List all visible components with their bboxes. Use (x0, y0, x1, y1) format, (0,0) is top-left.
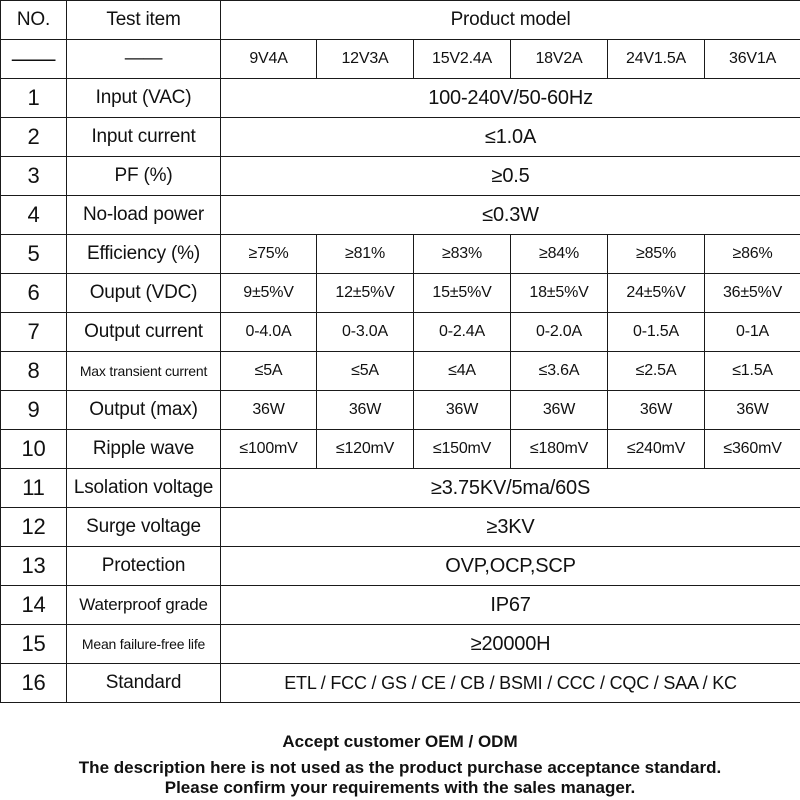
row-number: 6 (1, 274, 67, 313)
table-row (1, 391, 800, 430)
table-row (1, 79, 800, 118)
row-value: 0-1.5A (608, 313, 705, 352)
row-value: ≤180mV (511, 430, 608, 469)
footer-oem-note: Accept customer OEM / ODM (282, 732, 518, 751)
row-test-item: Ripple wave (67, 430, 221, 469)
table-row (1, 508, 800, 547)
row-test-item: Max transient current (67, 352, 221, 391)
row-number: 5 (1, 235, 67, 274)
row-merged-value: ≥3.75KV/5ma/60S (221, 469, 800, 508)
row-value: ≥84% (511, 235, 608, 274)
row-test-item: Output (max) (67, 391, 221, 430)
row-test-item: Lsolation voltage (67, 469, 221, 508)
row-test-item: Efficiency (%) (67, 235, 221, 274)
row-number: 1 (1, 79, 67, 118)
row-value: 18±5%V (511, 274, 608, 313)
row-value: 0-1A (705, 313, 800, 352)
row-number: 7 (1, 313, 67, 352)
row-number: 16 (1, 664, 67, 703)
header-product-model: Product model (221, 1, 800, 40)
row-number: 2 (1, 118, 67, 157)
row-number: 8 (1, 352, 67, 391)
row-merged-value: ≥20000H (221, 625, 800, 664)
row-value: 36W (317, 391, 414, 430)
row-value: ≥86% (705, 235, 800, 274)
row-number: 4 (1, 196, 67, 235)
row-merged-value: IP67 (221, 586, 800, 625)
table-row (1, 157, 800, 196)
table-row (1, 586, 800, 625)
row-value: ≤240mV (608, 430, 705, 469)
row-merged-value: 100-240V/50-60Hz (221, 79, 800, 118)
footer-disclaimer: The description here is not used as the product purchase acceptance standard. (78, 758, 722, 777)
table-row (1, 235, 800, 274)
row-value: 36±5%V (705, 274, 800, 313)
table-row (1, 313, 800, 352)
row-number: 12 (1, 508, 67, 547)
row-test-item: Input current (67, 118, 221, 157)
row-value: 12±5%V (317, 274, 414, 313)
row-value: ≤1.5A (705, 352, 800, 391)
row-test-item: Mean failure-free life (67, 625, 221, 664)
header-test-item: Test item (67, 1, 221, 40)
row-number: 9 (1, 391, 67, 430)
row-value: ≤120mV (317, 430, 414, 469)
table-row (1, 118, 800, 157)
row-test-item: Waterproof grade (67, 586, 221, 625)
row-value: 36W (511, 391, 608, 430)
row-value: ≥83% (414, 235, 511, 274)
header-row (1, 1, 800, 40)
row-value: 36W (414, 391, 511, 430)
row-merged-value: ≤1.0A (221, 118, 800, 157)
row-number: 15 (1, 625, 67, 664)
row-number: 14 (1, 586, 67, 625)
row-value: 36W (608, 391, 705, 430)
row-value: 36W (221, 391, 317, 430)
row-value: ≤5A (317, 352, 414, 391)
row-test-item: No-load power (67, 196, 221, 235)
table-row (1, 196, 800, 235)
model-cell: 36V1A (705, 40, 800, 79)
row-value: 0-3.0A (317, 313, 414, 352)
row-value: 24±5%V (608, 274, 705, 313)
row-value: ≤2.5A (608, 352, 705, 391)
row-value: ≤3.6A (511, 352, 608, 391)
row-merged-value: ≤0.3W (221, 196, 800, 235)
row-value: ≤100mV (221, 430, 317, 469)
row-value: ≥85% (608, 235, 705, 274)
header-no: NO. (1, 1, 67, 40)
row-number: 3 (1, 157, 67, 196)
table-row (1, 664, 800, 703)
row-value: ≤4A (414, 352, 511, 391)
row-value: 0-2.0A (511, 313, 608, 352)
table-row (1, 274, 800, 313)
model-row-no: —— (1, 40, 67, 79)
row-merged-value: ETL / FCC / GS / CE / CB / BSMI / CCC / CQC / SAA / KC (221, 664, 800, 703)
table-row (1, 352, 800, 391)
model-cell: 9V4A (221, 40, 317, 79)
row-value: 0-2.4A (414, 313, 511, 352)
row-value: ≥75% (221, 235, 317, 274)
row-number: 11 (1, 469, 67, 508)
row-value: ≤360mV (705, 430, 800, 469)
row-merged-value: OVP,OCP,SCP (221, 547, 800, 586)
table-row (1, 430, 800, 469)
row-test-item: Ouput (VDC) (67, 274, 221, 313)
table-row (1, 469, 800, 508)
model-row (1, 40, 800, 79)
row-test-item: Input (VAC) (67, 79, 221, 118)
row-value: ≤150mV (414, 430, 511, 469)
row-test-item: Protection (67, 547, 221, 586)
row-value: ≤5A (221, 352, 317, 391)
row-number: 10 (1, 430, 67, 469)
row-value: 0-4.0A (221, 313, 317, 352)
row-test-item: Surge voltage (67, 508, 221, 547)
row-value: 36W (705, 391, 800, 430)
model-cell: 12V3A (317, 40, 414, 79)
row-test-item: PF (%) (67, 157, 221, 196)
model-cell: 15V2.4A (414, 40, 511, 79)
model-cell: 24V1.5A (608, 40, 705, 79)
model-row-item: —— (67, 40, 221, 79)
table-row (1, 547, 800, 586)
row-value: 9±5%V (221, 274, 317, 313)
row-merged-value: ≥0.5 (221, 157, 800, 196)
footer-confirm-note: Please confirm your requirements with the sales manager. (164, 778, 636, 797)
row-value: ≥81% (317, 235, 414, 274)
row-merged-value: ≥3KV (221, 508, 800, 547)
model-cell: 18V2A (511, 40, 608, 79)
row-number: 13 (1, 547, 67, 586)
row-test-item: Output current (67, 313, 221, 352)
row-test-item: Standard (67, 664, 221, 703)
table-row (1, 625, 800, 664)
row-value: 15±5%V (414, 274, 511, 313)
